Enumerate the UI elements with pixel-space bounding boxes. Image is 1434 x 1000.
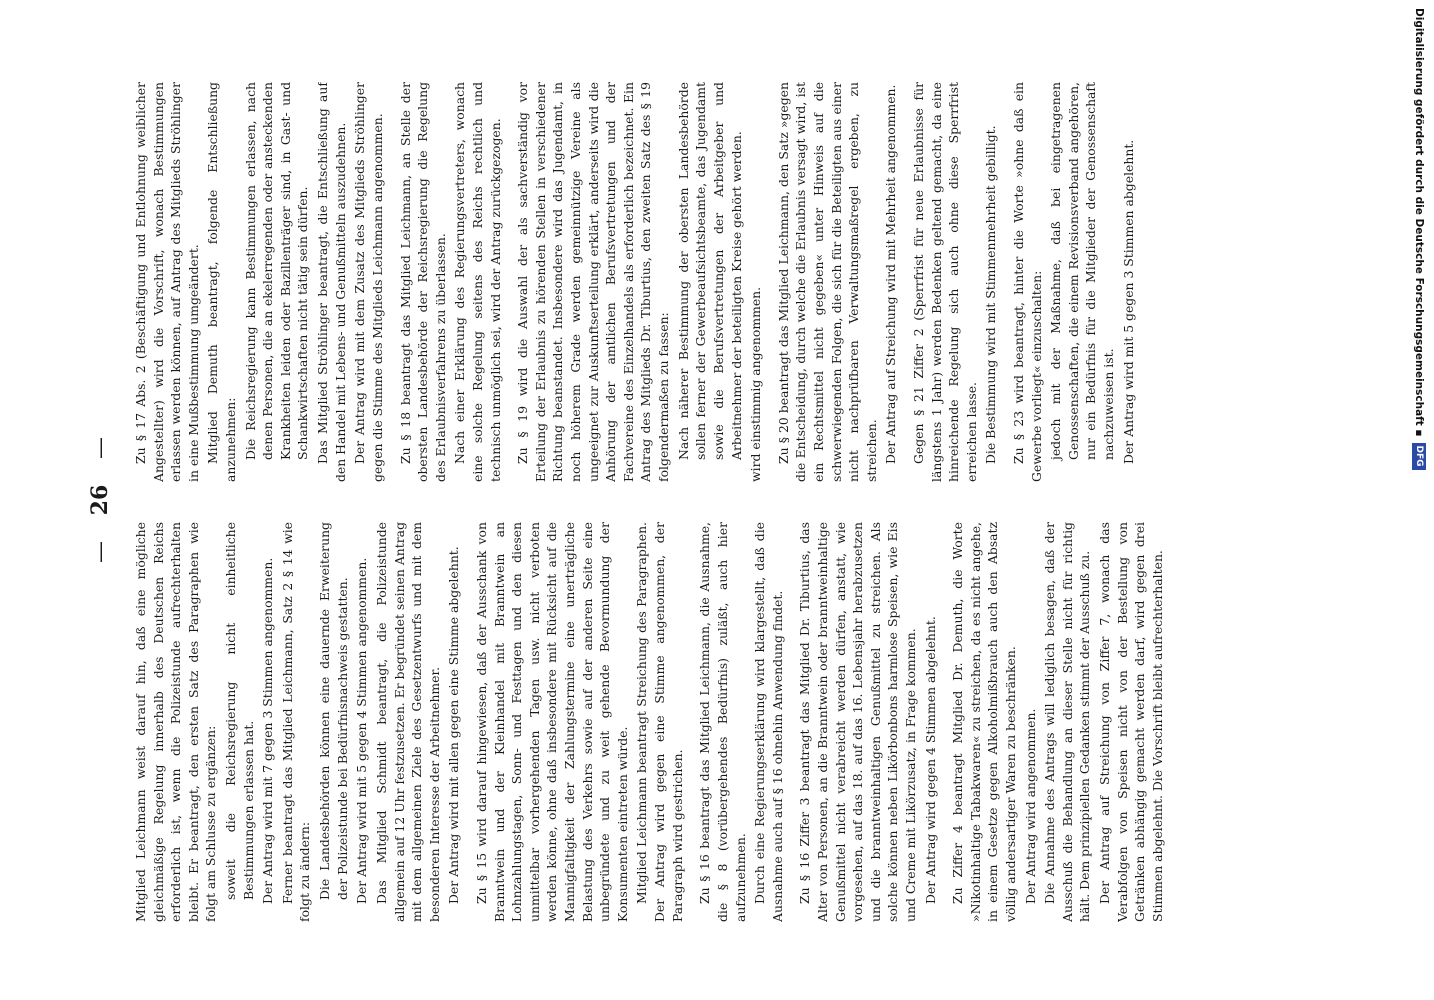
paragraph: Zu § 16 Ziffer 3 beantragt das Mitglied Dr. Tiburtius, das Alter von Personen, an die Branntwein oder branntweinhaltige Genußmittel nicht verabreicht werden dürfen, anstatt, wie vorgesehen, auf das 18. auf das 16. Lebensjahr herabzusetzen und die branntweinhaltigen Genußmittel zu streichen. Als solche können neben Likörbonbons harmlose Speisen, wie Eis und Creme mit Likörzusatz, in Frage kommen.	[797, 522, 918, 922]
paragraph: Mitglied Leichmann beantragt Streichung des Paragraphen. Der Antrag wird gegen eine Stimme angenommen, der Paragraph wird gestrichen.	[634, 522, 685, 922]
paragraph: Durch eine Regierungserklärung wird klargestellt, daß die Ausnahme auch auf § 16 ohnehin Anwendung findet.	[752, 522, 785, 922]
paragraph: Zu § 15 wird darauf hingewiesen, daß der Ausschank von Branntwein und der Kleinhandel mit Branntwein an Lohnzahlungstagen, Sonn- und Festtagen und den diesen unmittelbar vorhergehenden Tagen usw. nicht verboten werden könne, ohne daß insbesondere mit Rücksicht auf die Mannigfaltigkeit der Zahlungstermine eine unerträgliche Belastung des Verkehrs sowie auf der anderen Seite eine unbegründete und zu weit gehende Bevormundung der Konsumenten eintreten würde.	[473, 522, 630, 922]
paragraph: Die Reichsregierung kann Bestimmungen erlassen, nach denen Personen, die an ekelerregenden oder ansteckenden Krankheiten leiden oder Bazillenträger sind, in Gast- und Schankwirtschaften nicht tätig sein dürfen.	[242, 82, 311, 460]
right-text-column	[132, 82, 1332, 482]
left-text-column	[132, 522, 1332, 922]
paragraph: Zu Ziffer 4 beantragt Mitglied Dr. Demuth, die Worte »Nikotinhaltige Tabakwaren« zu streichen, da es nicht angehe, in einem Gesetze gegen Alkoholmißbrauch auch den Absatz völlig andersartiger Waren zu beschränken.	[950, 522, 1019, 922]
paragraph: Das Mitglied Schmidt beantragt, die Polizeistunde allgemein auf 12 Uhr festzusetzen. Er begründet seinen Antrag mit dem allgemeinen Ziele des Gesetzentwurfs und mit dem besonderen Interesse der Arbeitnehmer.	[373, 522, 442, 922]
paragraph: Zu § 23 wird beantragt, hinter die Worte »ohne daß ein Gewerbe vorliegt« einzuschalten:	[1011, 82, 1044, 482]
paragraph: Der Antrag wird mit 5 gegen 3 Stimmen abgelehnt.	[1120, 139, 1136, 464]
paragraph: Nach näherer Bestimmung der obersten Landesbehörde sollen ferner der Gewerbeaufsichtsbeamte, das Jugendamt sowie die Berufsvertretungen der Arbeitgeber und Arbeitnehmer der beteiligten Kreise gehört werden.	[675, 82, 744, 460]
paragraph: Der Antrag wird mit 7 gegen 3 Stimmen angenommen.	[260, 557, 276, 904]
paragraph: Zu § 17 Abs. 2 (Beschäftigung und Entlohnung weiblicher Angestellter) wird die Vorschrift, wonach Bestimmungen erlassen werden können, auf Antrag des Mitglieds Ströhlinger in eine Mußbestimmung umgeändert.	[133, 82, 201, 482]
paragraph: Der Antrag auf Streichung wird mit Mehrheit angenommen.	[883, 84, 899, 464]
paragraph: jedoch mit der Maßnahme, daß bei eingetragenen Genossenschaften, die einem Revisionsverband angehören, nur ein Bedürfnis für die Mitglieder der Genossenschaft nachzuweisen ist.	[1048, 82, 1117, 460]
paragraph: Der Antrag wird mit 5 gegen 4 Stimmen angenommen.	[354, 557, 370, 904]
paragraph: wird einstimmig angenommen.	[748, 286, 764, 482]
paragraph: Die Bestimmung wird mit Stimmenmehrheit gebilligt.	[983, 125, 999, 464]
paragraph: Mitglied Demuth beantragt, folgende Entschließung anzunehmen:	[205, 82, 239, 482]
paragraph: Zu § 18 beantragt das Mitglied Leichmann, an Stelle der obersten Landesbehörde der Reichsregierung die Regelung des Erlaubnisverfahrens zu überlassen.	[397, 82, 448, 482]
header-dash-right: —	[88, 437, 113, 460]
paragraph: Gegen § 21 Ziffer 2 (Sperrfrist für neue Erlaubnisse für längstens 1 Jahr) werden Bedenken geltend gemacht, da eine hinreichende Regelung sich auch ohne diese Sperrfrist erreichen lasse.	[910, 82, 979, 482]
paragraph: Der Antrag wird mit allen gegen eine Stimme abgelehnt.	[446, 546, 462, 904]
paragraph: Ferner beantragt das Mitglied Leichmann, Satz 2 § 14 wie folgt zu ändern:	[279, 522, 313, 922]
page-header	[70, 70, 130, 930]
paragraph: Nach einer Erklärung des Regierungsvertreters, wonach eine solche Regelung seitens des Reichs rechtlich und technisch unmöglich sei, wird der Antrag zurückgezogen.	[452, 82, 503, 482]
header-dash-left: —	[88, 540, 113, 563]
page-number: 26	[87, 484, 113, 516]
credit-line	[1408, 8, 1430, 988]
paragraph: Zu § 20 beantragt das Mitglied Leichmann, den Satz »gegen die Entscheidung, durch welche die Erlaubnis versagt wird, ist ein Rechtsmittel nicht gegeben« unter Hinweis auf die schwerwiegenden Folgen, die sich für die Beteiligten aus einer nicht nachprüfbaren Verwaltungsmaßregel ergeben, zu streichen.	[775, 82, 879, 482]
paragraph: Das Mitglied Ströhlinger beantragt, die Entschließung auf den Handel mit Lebens- und Genußmitteln auszudehnen.	[315, 82, 348, 482]
paragraph: Mitglied Leichmann weist darauf hin, daß eine mögliche gleichmäßige Regelung innerhalb des Deutschen Reichs erforderlich ist, wenn die Polizeistunde aufrechterhalten bleibt. Er beantragt, den ersten Satz des Paragraphen wie folgt am Schlusse zu ergänzen:	[133, 522, 219, 922]
digitization-credit	[1408, 8, 1430, 988]
rotated-page-content	[70, 70, 1340, 930]
paragraph: Zu § 16 beantragt das Mitglied Leichmann, die Ausnahme, die § 8 (vorübergehendes Bedürfnis) zuläßt, auch hier aufzunehmen.	[697, 522, 748, 922]
paragraph: Die Landesbehörden können eine dauernde Erweiterung der Polizeistunde bei Bedürfnisnachweis gestatten.	[317, 522, 350, 900]
credit-text: Digitalisierung gefördert durch die Deutsche Forschungsgemeinschaft ▪	[1413, 8, 1425, 437]
paragraph: Der Antrag auf Streichung von Ziffer 7, wonach das Verabfolgen von Speisen nicht von der Bestellung von Getränken abhängig gemacht werden darf, wird gegen drei Stimmen abgelehnt. Die Vorschrift bleibt aufrechterhalten.	[1097, 522, 1165, 922]
paragraph: Der Antrag wird angenommen.	[1022, 708, 1038, 904]
paragraph: Der Antrag wird mit dem Zusatz des Mitglieds Ströhlinger gegen die Stimme des Mitglieds Leichmann angenommen.	[352, 82, 385, 482]
paragraph: soweit die Reichsregierung nicht einheitliche Bestimmungen erlassen hat.	[223, 522, 256, 900]
paragraph: Der Antrag wird gegen 4 Stimmen abgelehnt.	[922, 616, 938, 904]
paragraph: Die Annahme des Antrags will lediglich besagen, daß der Ausschuß die Behandlung an dieser Stelle nicht für richtig hält. Dem prinzipiellen Gedanken stimmt der Ausschuß zu.	[1042, 522, 1093, 922]
dfg-logo-badge: DFG	[1412, 443, 1426, 470]
paragraph: Zu § 19 wird die Auswahl der als sachverständig vor Erteilung der Erlaubnis zu hörenden Stellen in verschiedener Richtung beanstandet. Insbesondere wird das Jugendamt, in noch höherem Grade werden gemeinnützige Vereine als ungeeignet zur Auskunftserteilung erklärt, anderseits wird die Anhörung der amtlichen Berufsvertretungen und der Fachvereine des Einzelhandels als erforderlich bezeichnet. Ein Antrag des Mitglieds Dr. Tiburtius, den zweiten Satz des § 19 folgendermaßen zu fassen:	[515, 82, 672, 482]
